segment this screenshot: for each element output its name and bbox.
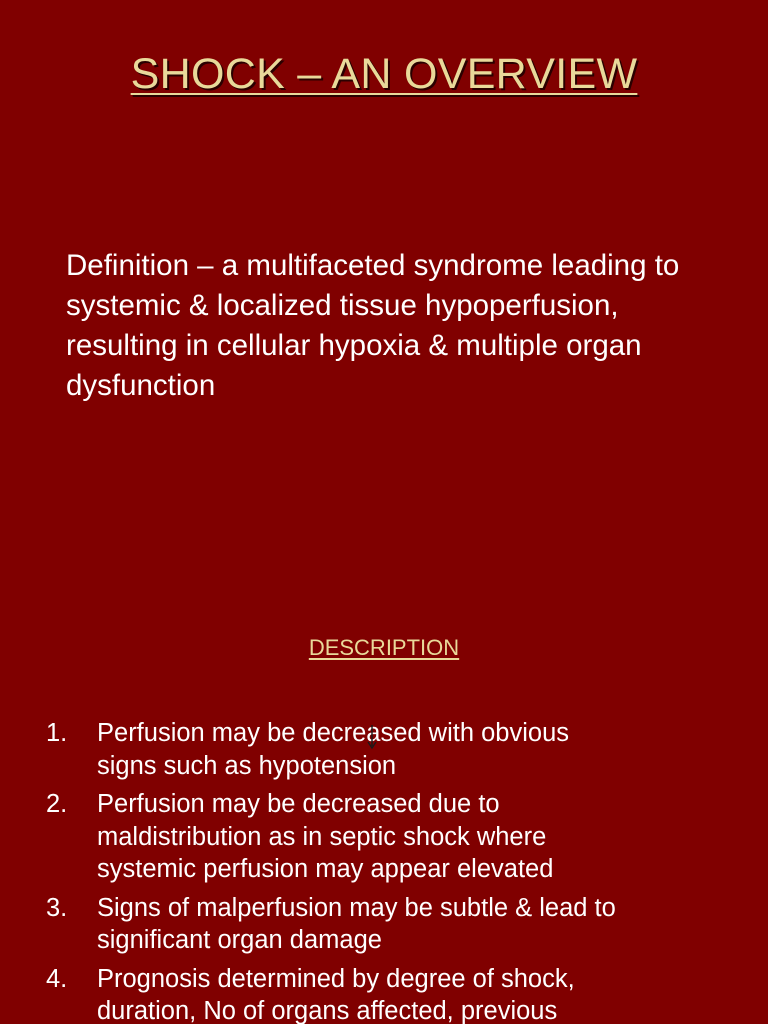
list-item [0, 788, 768, 886]
list-item-text: Prognosis determined by degree of shock, duration, No of organs affected, previous [97, 964, 575, 1024]
text-cursor-icon [366, 724, 378, 750]
list-item [0, 963, 768, 1024]
list-item-text: Signs of malperfusion may be subtle & lead to significant organ damage [97, 893, 616, 954]
definition-text: Definition – a multifaceted syndrome leading to systemic & localized tissue hypoperfusion, resulting in cellular hypoxia & multiple organ dysfunction [66, 249, 680, 402]
list-item-number: 1. [46, 719, 68, 747]
description-list [0, 717, 768, 1024]
section-heading-description: DESCRIPTION [308, 635, 460, 660]
list-item-number: 4. [46, 964, 68, 993]
list-item-number: 2. [46, 790, 68, 818]
slide-title: SHOCK – AN OVERVIEW [130, 50, 638, 98]
list-item [0, 892, 768, 957]
list-item-number: 3. [46, 893, 68, 922]
list-item-text: Perfusion may be decreased with obvious signs such as hypotension [97, 719, 570, 780]
list-item-text: Perfusion may be decreased due to maldistribution as in septic shock where systemic perfusion may appear elevated [97, 790, 554, 883]
list-item [0, 717, 768, 782]
